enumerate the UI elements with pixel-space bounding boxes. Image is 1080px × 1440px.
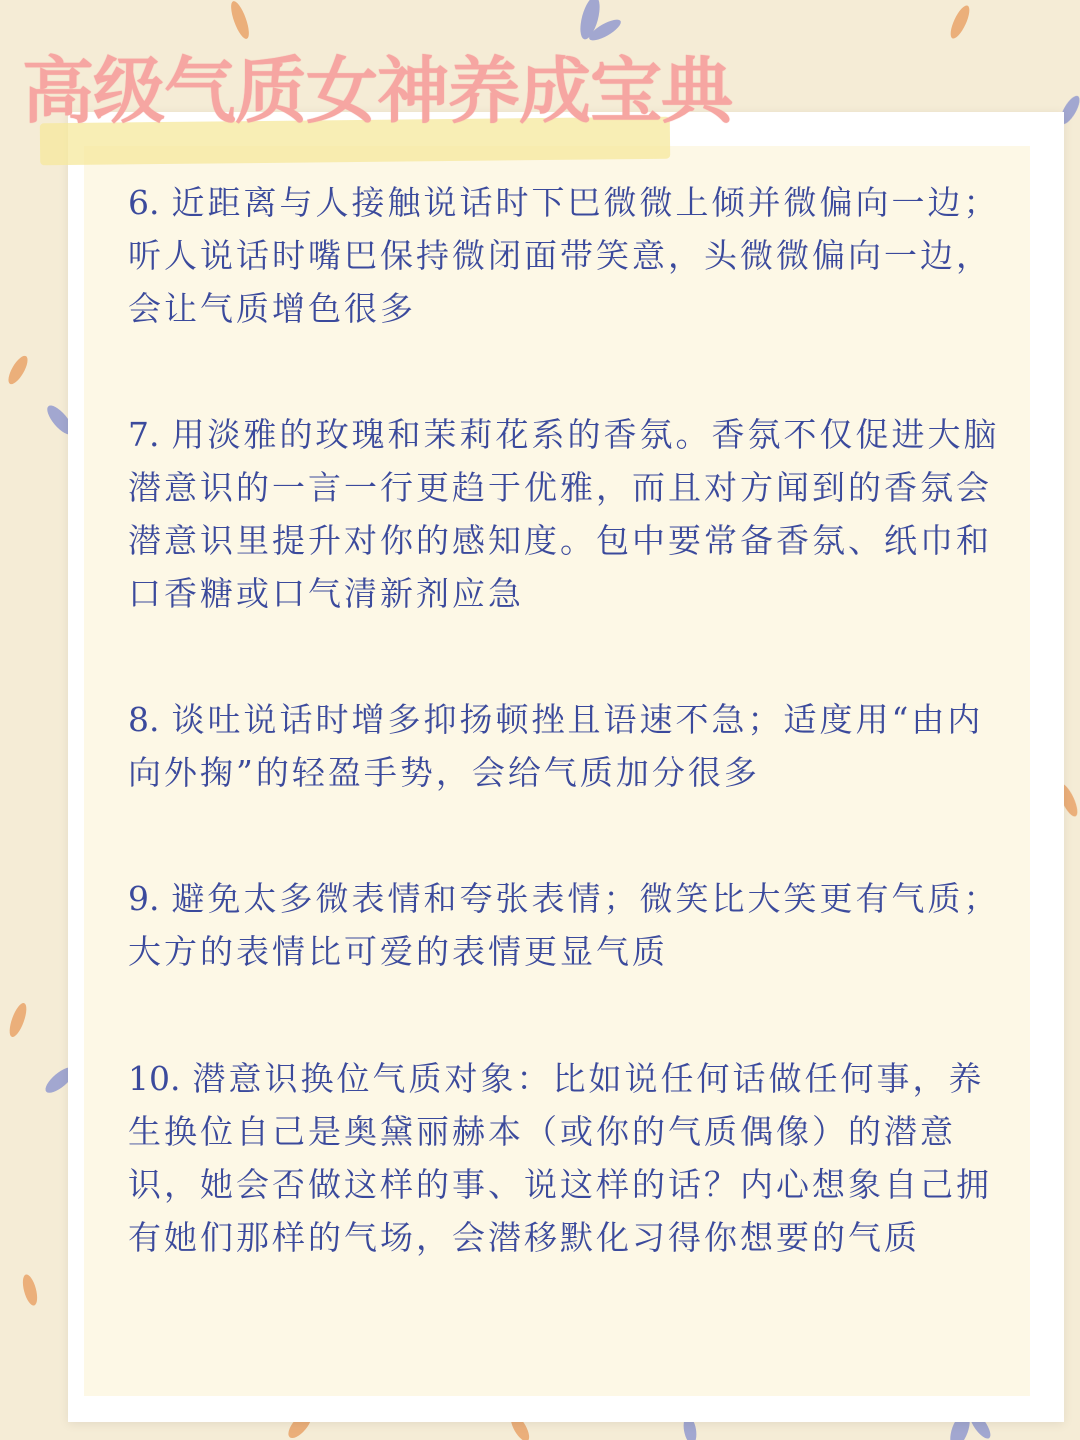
- page-title: 高级气质女神养成宝典: [22, 49, 733, 133]
- tip-number: 8.: [128, 700, 160, 739]
- tip-number: 6.: [128, 183, 160, 222]
- tip-item: [128, 872, 1003, 978]
- tip-item: [128, 693, 1003, 799]
- tip-text: 用淡雅的玫瑰和茉莉花系的香氛。香氛不仅促进大脑潜意识的一言一行更趋于优雅，而且对方闻到的香氛会潜意识里提升对你的感知度。包中要常备香氛、纸巾和口香糖或口气清新剂应急: [128, 415, 1000, 613]
- tip-item: [128, 408, 1003, 620]
- tip-number: 9.: [128, 879, 160, 918]
- tip-number: 10.: [128, 1059, 181, 1098]
- tip-number: 7.: [128, 415, 160, 454]
- tip-text: 潜意识换位气质对象：比如说任何话做任何事，养生换位自己是奥黛丽赫本（或你的气质偶像）的潜意识，她会否做这样的事、说这样的话？内心想象自己拥有她们那样的气场，会潜移默化习得你想要的气质: [128, 1059, 992, 1257]
- tip-text: 近距离与人接触说话时下巴微微上倾并微偏向一边；听人说话时嘴巴保持微闭面带笑意，头微微偏向一边，会让气质增色很多: [128, 183, 1000, 328]
- tip-item: [128, 176, 1003, 335]
- tip-item: [128, 1052, 1003, 1264]
- tip-text: 谈吐说话时增多抑扬顿挫且语速不急；适度用“由内向外掬”的轻盈手势，会给气质加分很多: [128, 700, 984, 792]
- tip-text: 避免太多微表情和夸张表情；微笑比大笑更有气质；大方的表情比可爱的表情更显气质: [128, 879, 1000, 971]
